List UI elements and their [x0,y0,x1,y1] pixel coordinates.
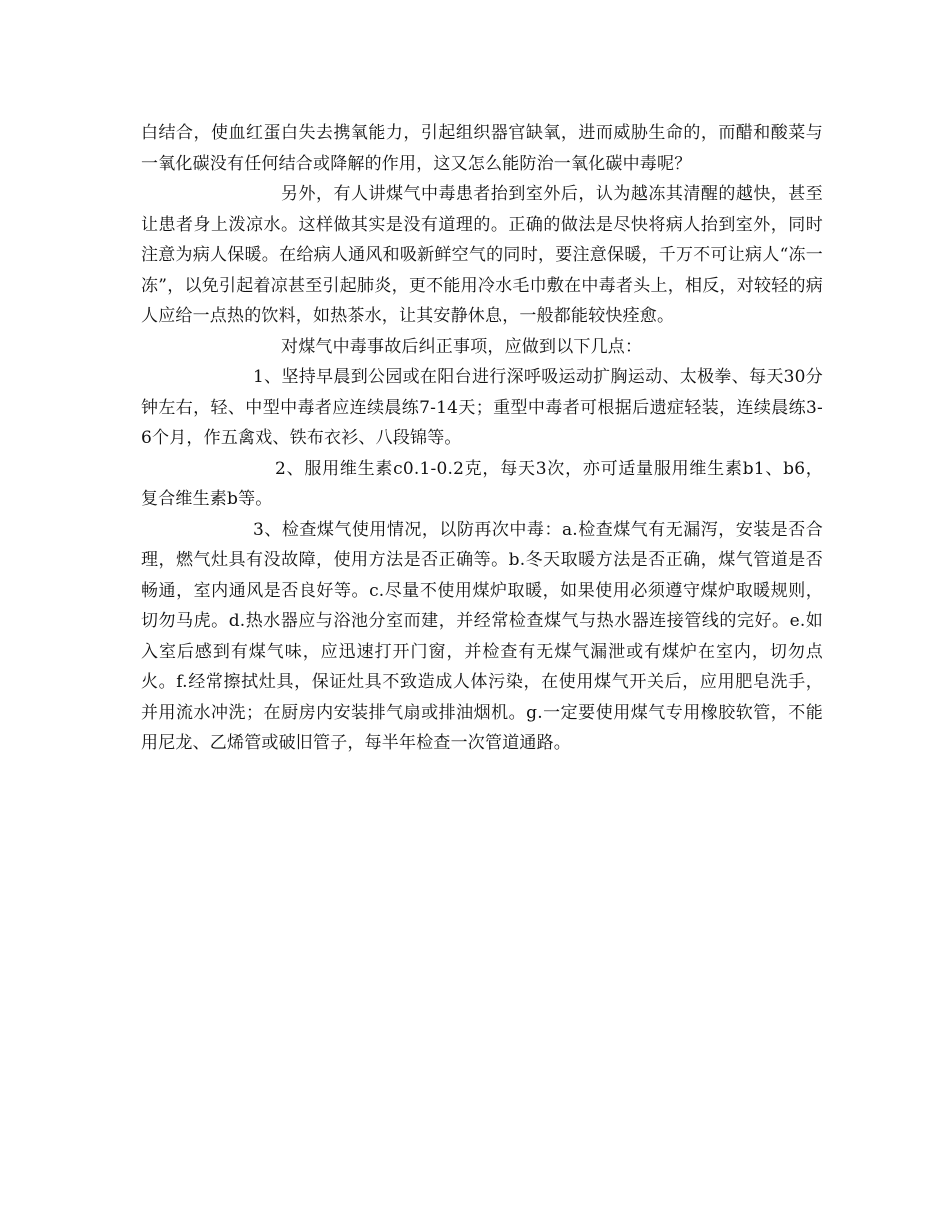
paragraph-item-2: 2、服用维生素c0.1-0.2克，每天3次，亦可适量服用维生素b1、b6，复合维生素b等。 [141,458,823,509]
paragraph-rescue-advice: 另外，有人讲煤气中毒患者抬到室外后，认为越冻其清醒的越快，甚至让患者身上泼凉水。这样做其实是没有道理的。正确的做法是尽快将病人抬到室外，同时注意为病人保暖。在给病人通风和吸新鲜空气的同时，要注意保暖，千万不可让病人“冻一冻”，以免引起着凉甚至引起肺炎，更不能用冷水毛巾敷在中毒者头上，相反，对较轻的病人应给一点热的饮料，如热茶水，让其安静休息，一般都能较快痊愈。 [141,184,823,326]
paragraph-correction-intro: 对煤气中毒事故后纠正事项，应做到以下几点： [281,336,643,357]
paragraph-continuation: 白结合，使血红蛋白失去携氧能力，引起组织器官缺氧，进而威胁生命的，而醋和酸菜与一氧化碳没有任何结合或降解的作用，这又怎么能防治一氧化碳中毒呢？ [141,123,823,174]
paragraph-item-3: 3、检查煤气使用情况，以防再次中毒：a.检查煤气有无漏泻，安装是否合理，燃气灶具有没故障，使用方法是否正确等。b.冬天取暖方法是否正确，煤气管道是否畅通，室内通风是否良好等。c.尽量不使用煤炉取暖，如果使用必须遵守煤炉取暖规则，切勿马虎。d.热水器应与浴池分室而建，并经常检查煤气与热水器连接管线的完好。e.如入室后感到有煤气味，应迅速打开门窗，并检查有无煤气漏泄或有煤炉在室内，切勿点火。f.经常擦拭灶具，保证灶具不致造成人体污染，在使用煤气开关后，应用肥皂洗手，并用流水冲洗；在厨房内安装排气扇或排油烟机。g.一定要使用煤气专用橡胶软管，不能用尼龙、乙烯管或破旧管子，每半年检查一次管道通路。 [141,519,823,753]
paragraph-item-1: 1、坚持早晨到公园或在阳台进行深呼吸运动扩胸运动、太极拳、每天30分钟左右，轻、中型中毒者应连续晨练7-14天；重型中毒者可根据后遗症轻装，连续晨练3-6个月，作五禽戏、铁布衣衫、八段锦等。 [141,367,823,448]
document-page [141,118,823,759]
